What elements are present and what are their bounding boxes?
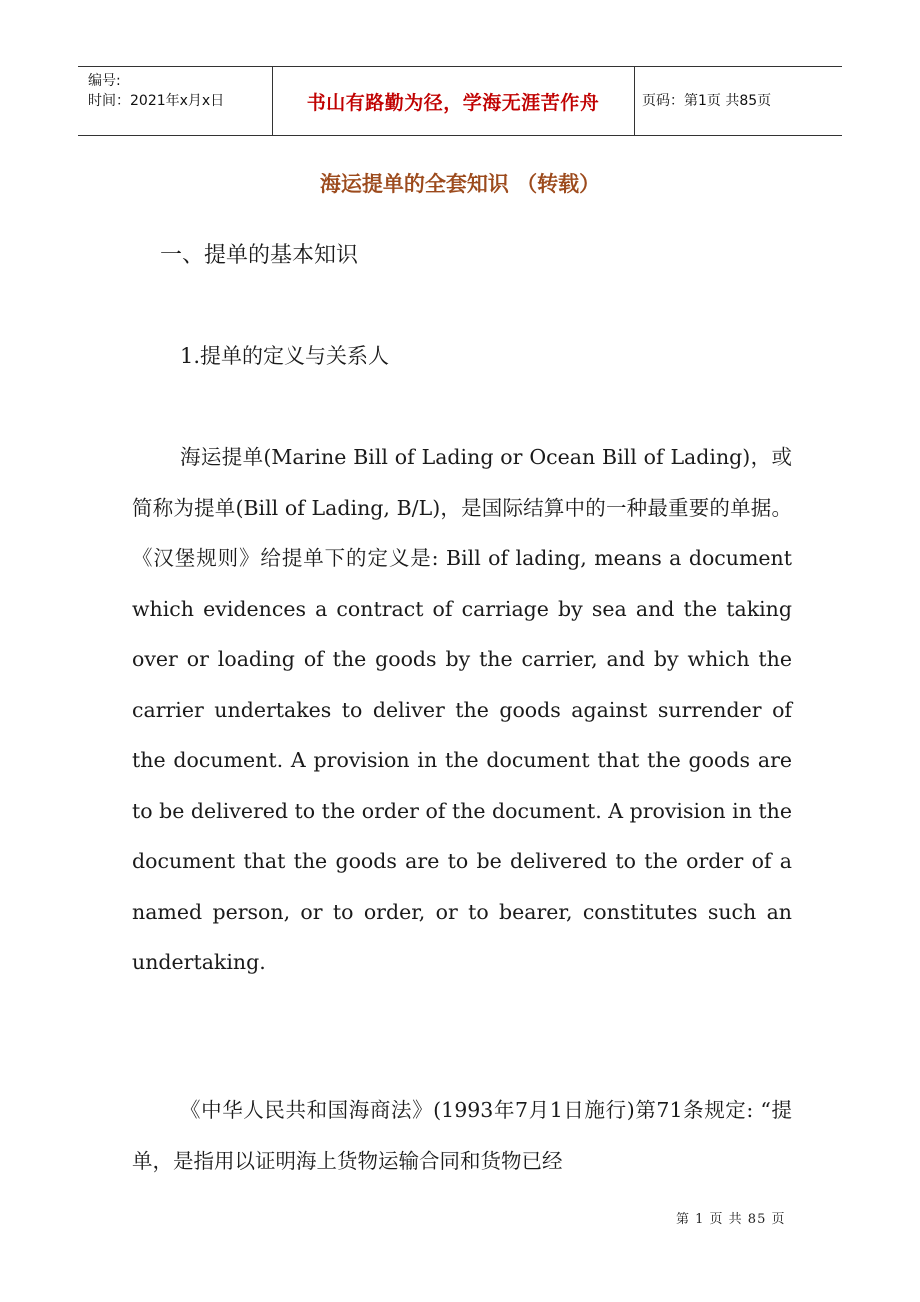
header-motto: 书山有路勤为径，学海无涯苦作舟 bbox=[306, 91, 600, 114]
header-meta-cell bbox=[78, 67, 273, 135]
time-label: 时间：2021年x月x日 bbox=[88, 93, 225, 109]
page-footer: 第 1 页 共 85 页 bbox=[676, 1212, 786, 1227]
paragraph-maritime-code: 《中华人民共和国海商法》(1993年7月1日施行)第71条规定: “提单，是指用以证明海上货物运输合同和货物已经 bbox=[132, 1098, 792, 1173]
page-header bbox=[78, 66, 842, 136]
serial-number-label: 编号: bbox=[88, 73, 121, 89]
header-page-info: 页码：第1页 共85页 bbox=[642, 93, 772, 109]
document-title: 海运提单的全套知识 （转载） bbox=[319, 172, 601, 196]
paragraph-definition: 海运提单(Marine Bill of Lading or Ocean Bill of Lading)，或简称为提单(Bill of Lading, B/L)，是国际结算中的一种最重要的单据。《汉堡规则》给提单下的定义是: Bill of lading, means a document which evidences a contract of carriage by sea and the taking over or loading of the goods by the carrier, and by which the carrier undertakes to deliver the goods against surrender of the document. A provision in the document that the goods are to be delivered to the order of the document. A provision in the document that the goods are to be delivered to the order of a named person, or to order, or to bearer, constitutes such an undertaking. bbox=[132, 445, 792, 974]
header-motto-cell bbox=[272, 67, 635, 135]
section-heading: 一、提单的基本知识 bbox=[160, 243, 359, 268]
header-page-cell bbox=[634, 67, 842, 135]
subsection-heading: 1.提单的定义与关系人 bbox=[180, 344, 390, 368]
